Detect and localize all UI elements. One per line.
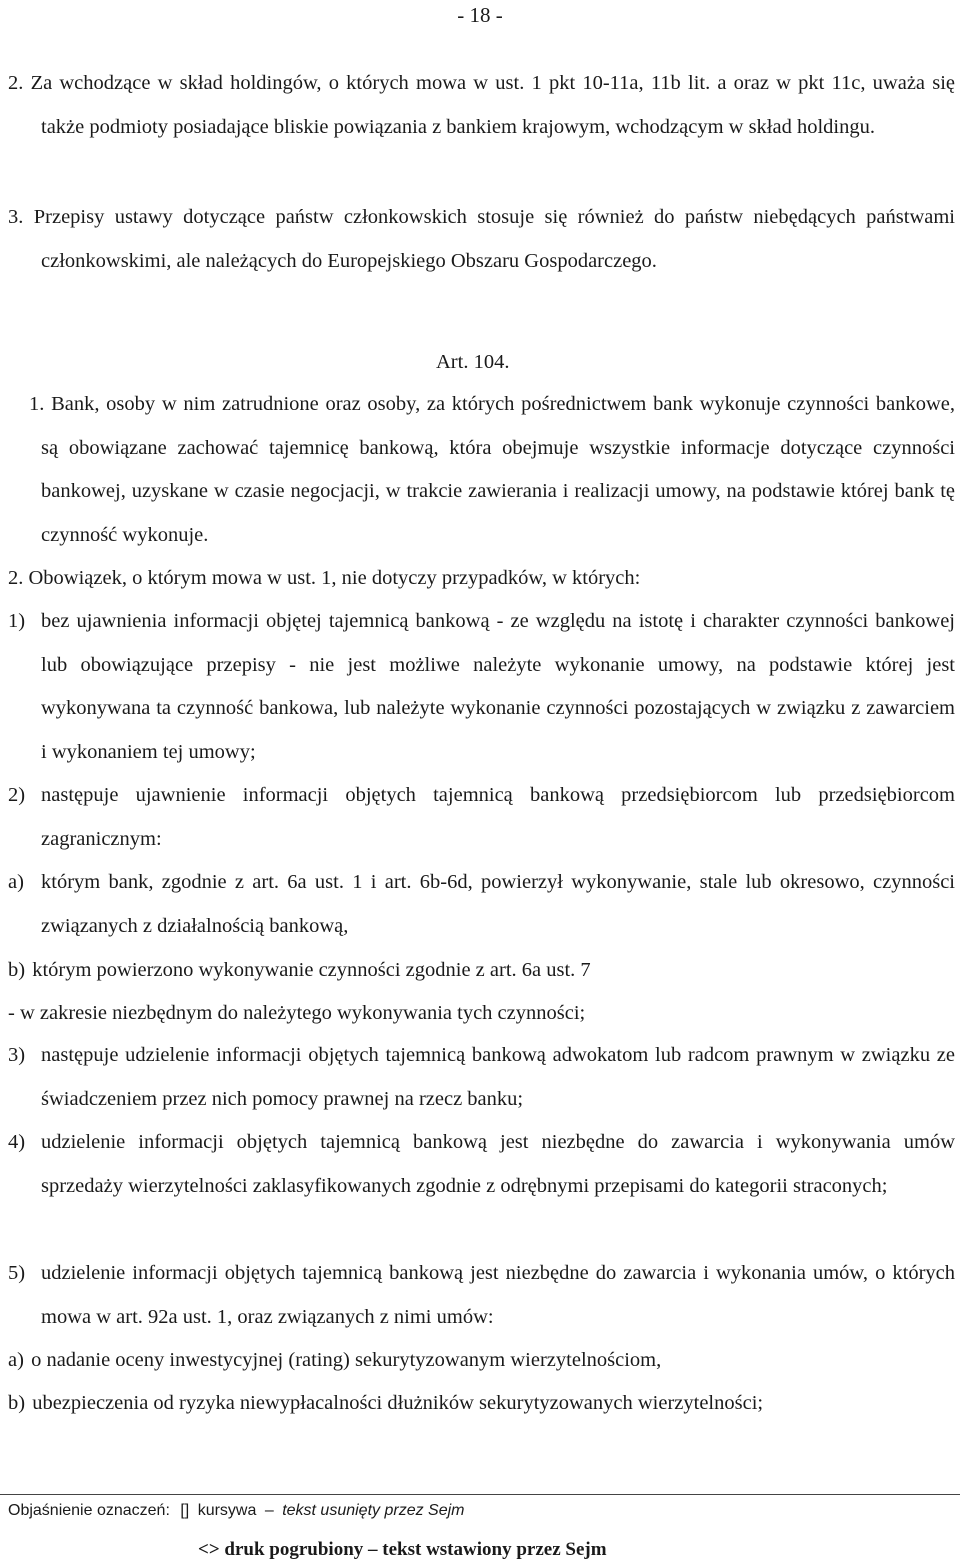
- paragraph-3: [8, 196, 955, 283]
- list-item: [8, 1000, 585, 1026]
- list-item: [8, 1347, 661, 1373]
- item-text: udzielenie informacji objętych tajemnicą bankową jest niezbędne do zawarcia i wykonania umów, o których mowa w art. 92a ust. 1, oraz związanych z nimi umów:: [41, 1262, 955, 1328]
- list-item: [8, 1252, 955, 1339]
- list-item: [8, 957, 591, 983]
- list-item: [8, 600, 955, 775]
- item-number: a): [8, 871, 24, 893]
- legend-prefix: Objaśnienie oznaczeń:: [8, 1502, 170, 1519]
- paragraph-2-text: 2. Za wchodzące w skład holdingów, o których mowa w ust. 1 pkt 10-11a, 11b lit. a oraz w pkt 11c, uważa się także podmioty posiadające bliskie powiązania z bankiem krajowym, wchodzącym w skład holdingu.: [8, 72, 955, 138]
- item-number: 2): [8, 784, 26, 806]
- footer-divider: [0, 1494, 960, 1495]
- list-item: [8, 1034, 955, 1121]
- paragraph-3-text: 3. Przepisy ustawy dotyczące państw członkowskich stosuje się również do państw niebędących państwami członkowskimi, ale należących do Europejskiego Obszaru Gospodarczego.: [8, 206, 955, 272]
- item-number: 4): [8, 1131, 26, 1153]
- paragraph-2: [8, 62, 955, 149]
- legend-line-1: [8, 1502, 464, 1520]
- item-number: b): [8, 1392, 26, 1414]
- list-item: [8, 774, 955, 861]
- list-item: [8, 1121, 955, 1208]
- item-text: którym bank, zgodnie z art. 6a ust. 1 i art. 6b-6d, powierzył wykonywanie, stale lub okresowo, czynności związanych z działalnością bankową,: [41, 871, 955, 937]
- article-104-para-1-text: 1. Bank, osoby w nim zatrudnione oraz osoby, za których pośrednictwem bank wykonuje czynności bankowe, są obowiązane zachować tajemnicę bankową, która obejmuje wszystkie informacje dotyczące czynności bankowej, uzyskane w czasie negocjacji, w trakcie zawierania i realizacji umowy, na podstawie której bank tę czynność wykonuje.: [29, 393, 955, 547]
- legend-brackets: []: [180, 1502, 190, 1519]
- article-104-para-1: [8, 383, 955, 558]
- page-number: - 18 -: [457, 3, 503, 27]
- item-number: 5): [8, 1262, 26, 1284]
- item-number: b): [8, 959, 26, 981]
- item-text: bez ujawnienia informacji objętej tajemnicą bankową - ze względu na istotę i charakter czynności bankowej lub obowiązujące przepisy - nie jest możliwe należyte wykonanie umowy, na podstawie której jest wykonywana ta czynność bankowa, lub należyte wykonanie czynności pozostających w związku z zawarciem i wykonaniem tej umowy;: [41, 610, 955, 764]
- legend-line-2: <> druk pogrubiony – tekst wstawiony przez Sejm: [198, 1539, 607, 1560]
- legend-italic-desc: tekst usunięty przez Sejm: [282, 1502, 465, 1519]
- article-104-para-2: 2. Obowiązek, o którym mowa w ust. 1, nie dotyczy przypadków, w których:: [8, 567, 641, 589]
- item-text: następuje ujawnienie informacji objętych tajemnicą bankową przedsiębiorcom lub przedsiębiorcom zagranicznym:: [41, 784, 955, 850]
- item-text: następuje udzielenie informacji objętych tajemnicą bankową adwokatom lub radcom prawnym w związku ze świadczeniem przez nich pomocy prawnej na rzecz banku;: [41, 1044, 955, 1110]
- item-text: ubezpieczenia od ryzyka niewypłacalności dłużników sekurytyzowanych wierzytelności;: [32, 1392, 764, 1414]
- item-number: a): [8, 1349, 24, 1371]
- list-item: [8, 861, 955, 948]
- article-title: Art. 104.: [436, 351, 510, 373]
- legend-italic-label: kursywa: [197, 1502, 257, 1519]
- item-text: - w zakresie niezbędnym do należytego wykonywania tych czynności;: [8, 1002, 586, 1024]
- item-text: o nadanie oceny inwestycyjnej (rating) sekurytyzowanym wierzytelnościom,: [31, 1349, 662, 1371]
- item-text: udzielenie informacji objętych tajemnicą bankową jest niezbędne do zawarcia i wykonywania umów sprzedaży wierzytelności zaklasyfikowanych zgodnie z odrębnymi przepisami do kategorii straconych;: [41, 1131, 955, 1197]
- legend-dash: –: [264, 1502, 274, 1519]
- item-text: którym powierzono wykonywanie czynności zgodnie z art. 6a ust. 7: [32, 959, 591, 981]
- list-item: [8, 1390, 763, 1416]
- item-number: 3): [8, 1044, 26, 1066]
- item-number: 1): [8, 610, 26, 632]
